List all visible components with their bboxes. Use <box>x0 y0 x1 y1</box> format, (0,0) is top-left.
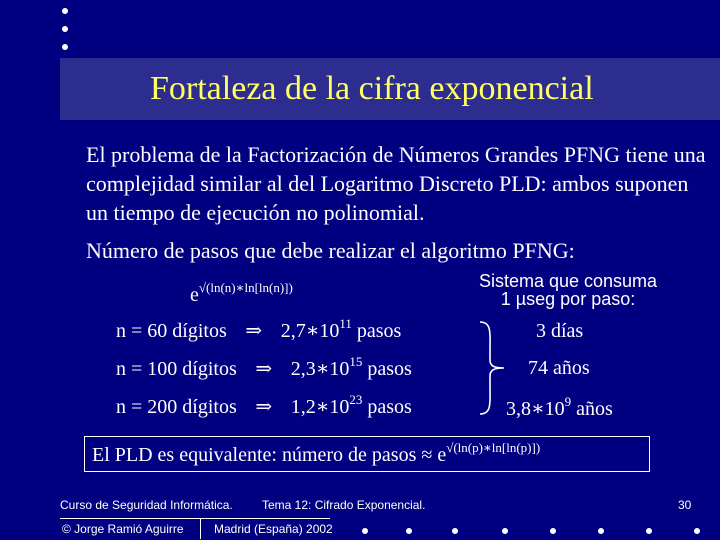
footer-place: Madrid (España) 2002 <box>214 522 333 536</box>
footer-course: Curso de Seguridad Informática. <box>60 498 233 512</box>
result-exponent: 9 <box>564 394 572 409</box>
footer-divider <box>200 519 201 539</box>
formula-base: e <box>190 284 199 306</box>
slide-title: Fortaleza de la cifra exponencial <box>150 70 594 107</box>
result-mantissa: 3,8∗10 <box>506 398 565 420</box>
decor-dot <box>598 528 604 534</box>
pld-exponent: √(ln(p)∗ln[ln(p)]) <box>446 440 541 455</box>
row-exponent: 15 <box>349 354 363 369</box>
row-unit: pasos <box>362 396 412 418</box>
row-exponent: 11 <box>339 316 352 331</box>
result-unit: años <box>571 398 613 420</box>
decor-dot <box>406 528 412 534</box>
footer-author: © Jorge Ramió Aguirre <box>62 522 184 536</box>
system-line-2: 1 µseg por paso: <box>500 289 636 309</box>
row-unit: pasos <box>362 358 412 380</box>
decor-dot <box>550 528 556 534</box>
system-line-1: Sistema que consuma <box>478 271 658 291</box>
steps-row <box>116 354 412 381</box>
decor-dot <box>694 528 700 534</box>
decor-dot <box>452 528 458 534</box>
formula-exponent: √(ln(n)∗ln[ln(n)]) <box>198 280 293 295</box>
implies-arrow: ⇒ <box>255 358 273 380</box>
system-header <box>468 272 668 308</box>
row-mantissa: 2,3∗10 <box>290 358 350 380</box>
result-text: 3 días <box>536 320 584 342</box>
result-text <box>506 394 613 421</box>
pld-text: El PLD es equivalente: número de pasos ≈ e <box>92 444 447 466</box>
row-digits: n = 60 dígitos <box>116 320 227 342</box>
row-unit: pasos <box>351 320 402 342</box>
row-mantissa: 2,7∗10 <box>280 320 340 342</box>
footer-divider <box>60 518 330 519</box>
pld-statement <box>92 440 540 467</box>
decor-dot <box>502 528 508 534</box>
steps-label: Número de pasos que debe realizar el algoritmo PFNG: <box>86 238 575 263</box>
page-number: 30 <box>678 498 692 512</box>
row-digits: n = 100 dígitos <box>116 358 237 380</box>
result-text: 74 años <box>528 357 590 379</box>
decor-dot <box>62 8 68 14</box>
decor-dot <box>62 44 68 50</box>
decor-dot <box>646 528 652 534</box>
decor-dot <box>62 26 68 32</box>
right-brace <box>478 320 508 416</box>
complexity-formula <box>190 280 293 307</box>
decor-dot <box>362 528 368 534</box>
row-mantissa: 1,2∗10 <box>290 396 350 418</box>
implies-arrow: ⇒ <box>245 320 263 342</box>
steps-row <box>116 316 401 343</box>
footer-topic: Tema 12: Cifrado Exponencial. <box>262 498 426 512</box>
steps-row <box>116 392 412 419</box>
row-exponent: 23 <box>349 392 363 407</box>
intro-paragraph: El problema de la Factorización de Números Grandes PFNG tiene una complejidad similar al del Logaritmo Discreto PLD: ambos suponen un tiempo de ejecución no polinomial. <box>86 142 706 225</box>
row-digits: n = 200 dígitos <box>116 396 237 418</box>
implies-arrow: ⇒ <box>255 396 273 418</box>
